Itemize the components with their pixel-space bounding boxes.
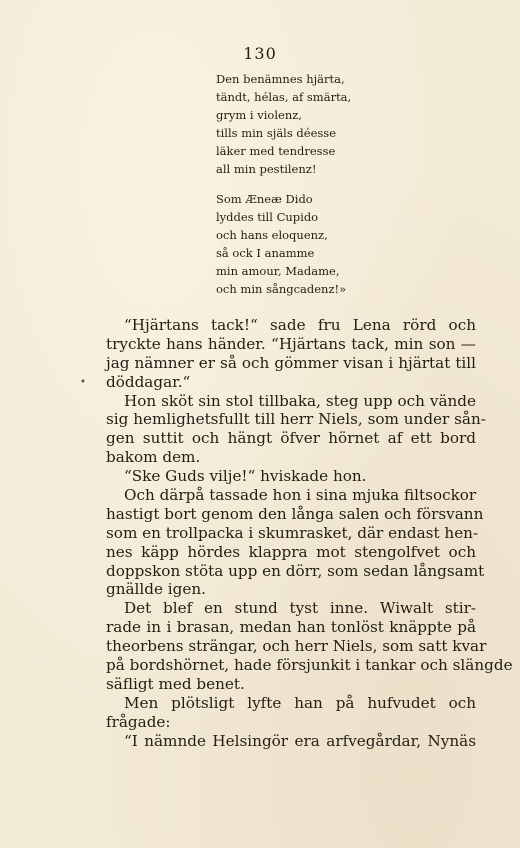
prose-line: Det blef en stund tyst inne. Wiwalt stir- — [124, 599, 476, 618]
verse-stanza-1 — [216, 70, 351, 178]
verse-line: tändt, hélas, af smärta, — [216, 90, 352, 104]
prose-line: rade in i brasan, medan han tonlöst knäppte på — [106, 618, 476, 637]
verse-line: Den benämnes hjärta, — [216, 72, 345, 86]
prose-line: som en trollpacka i skumrasket, där endast hen- — [106, 523, 479, 542]
prose-line: döddagar.“ — [106, 372, 191, 391]
prose-line: “I nämnde Helsingör era arfvegårdar, Nynäs — [124, 731, 476, 750]
prose-line: Hon sköt sin stol tillbaka, steg upp och vände — [124, 391, 476, 410]
prose-line: “Hjärtans tack!“ sade fru Lena rörd och — [124, 316, 476, 334]
prose-line: sig hemlighetsfullt till herr Niels, som under sån- — [106, 410, 486, 429]
prose-line: jag nämner er så och gömmer visan i hjärtat till — [106, 353, 476, 372]
prose-line: gen suttit och hängt öfver hörnet af ett bord — [106, 429, 476, 448]
verse-line: så ock I anamme — [216, 246, 315, 260]
prose-line: theorbens strängar, och herr Niels, som satt kvar — [106, 637, 487, 656]
verse-line: tills min själs déesse — [216, 126, 336, 140]
verse-line: Som Æneæ Dido — [216, 192, 313, 206]
prose-line: tryckte hans händer. “Hjärtans tack, min son — — [106, 334, 476, 353]
verse-stanza-2 — [216, 190, 346, 298]
prose-line: “Ske Guds vilje!“ hviskade hon. — [124, 467, 367, 486]
prose-line: frågade: — [106, 712, 171, 731]
margin-mark: • — [80, 377, 86, 388]
prose-line: på bordshörnet, hade försjunkit i tankar och slängde — [106, 656, 513, 675]
verse-line: all min pestilenz! — [216, 162, 317, 176]
verse-line: och min sångcadenz!» — [216, 282, 347, 296]
verse-line: min amour, Madame, — [216, 264, 340, 278]
prose-line: Men plötsligt lyfte han på hufvudet och — [124, 693, 476, 712]
prose-line: säfligt med benet. — [106, 674, 245, 693]
prose-line: hastigt bort genom den långa salen och försvann — [106, 504, 484, 523]
prose-line: gnällde igen. — [106, 580, 206, 599]
verse-line: och hans eloquenz, — [216, 228, 328, 242]
verse-line: grym i violenz, — [216, 108, 302, 122]
prose-line: bakom dem. — [106, 448, 201, 467]
prose-line: nes käpp hördes klappra mot stengolfvet och — [106, 542, 476, 561]
verse-line: lyddes till Cupido — [216, 210, 319, 224]
prose-line: Och därpå tassade hon i sina mjuka filtsockor — [124, 486, 477, 505]
page-number: 130 — [243, 44, 277, 63]
prose-line: doppskon stöta upp en dörr, som sedan långsamt — [106, 561, 485, 580]
prose-body — [106, 316, 513, 750]
verse-line: läker med tendresse — [216, 144, 336, 158]
